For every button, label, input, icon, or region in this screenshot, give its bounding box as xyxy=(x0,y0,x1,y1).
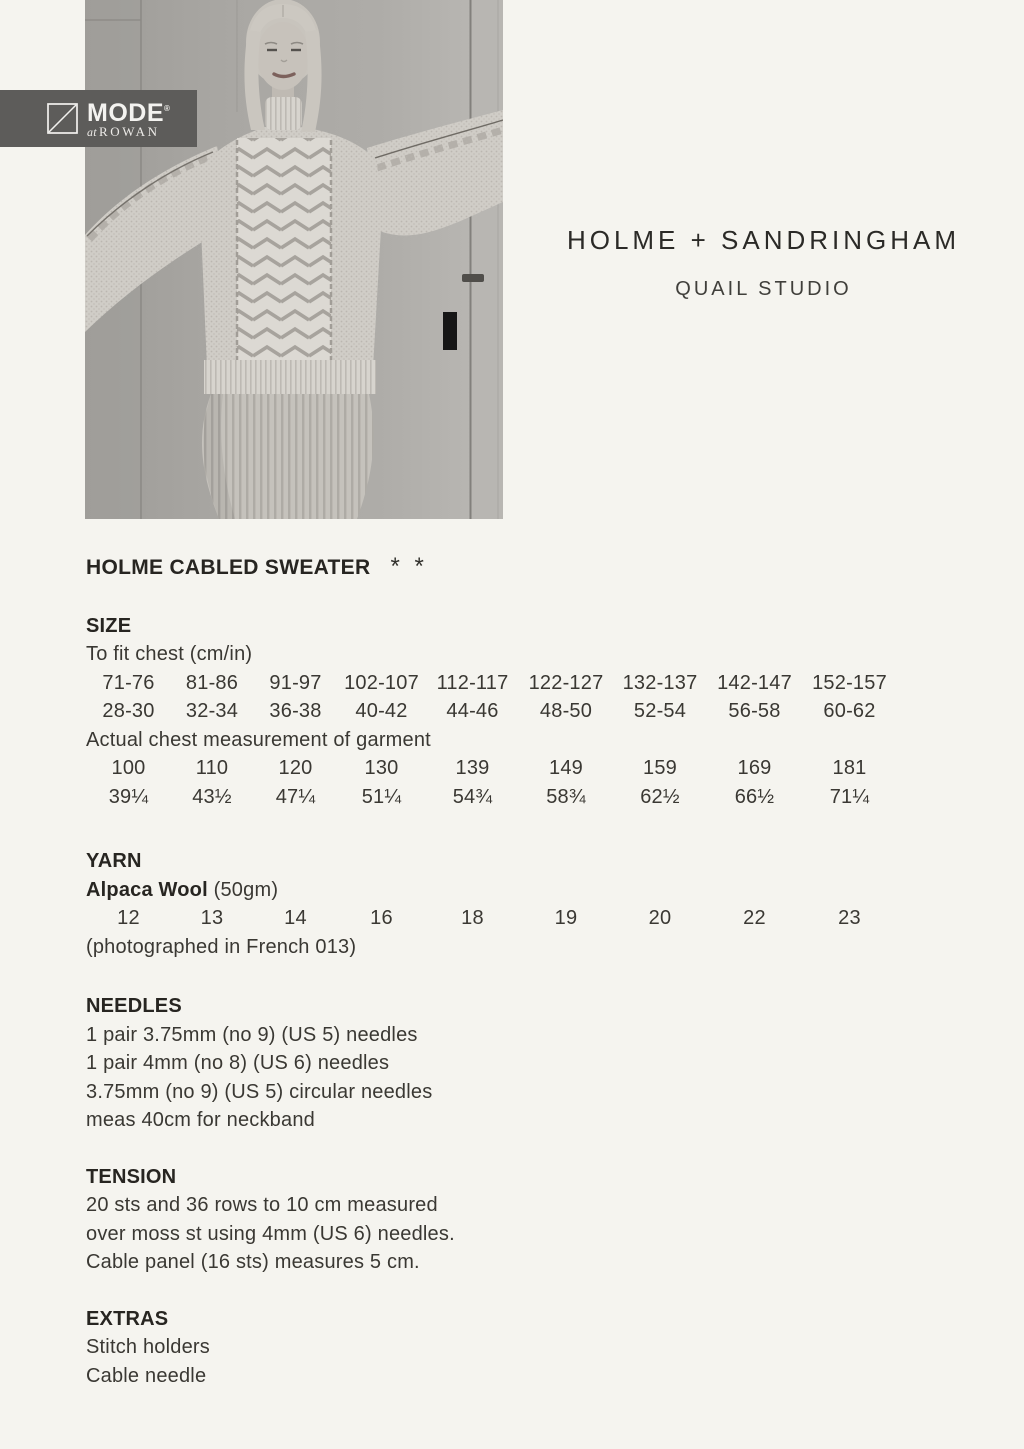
actual-chest-label: Actual chest measurement of garment xyxy=(86,728,431,751)
model-photo-illustration xyxy=(85,0,503,519)
size-value: 122-127 xyxy=(528,671,604,694)
tension-line: Cable panel (16 sts) measures 5 cm. xyxy=(86,1251,420,1273)
yarn-quantity: 12 xyxy=(117,907,140,929)
size-value: 60-62 xyxy=(823,700,876,722)
tension-line: 20 sts and 36 rows to 10 cm measured xyxy=(86,1194,438,1216)
yarn-weight: (50gm) xyxy=(213,878,279,901)
door-lock-plate xyxy=(443,312,457,350)
size-value: 139 xyxy=(455,757,490,779)
yarn-quantity: 20 xyxy=(648,907,672,929)
yarn-quantities-row xyxy=(87,904,926,933)
size-value: 159 xyxy=(643,757,677,779)
yarn-name: Alpaca Wool xyxy=(86,878,208,901)
size-value: 28-30 xyxy=(102,700,155,722)
needles-heading: NEEDLES xyxy=(86,995,182,1017)
actual-in-row xyxy=(87,783,926,812)
tension-line: over moss st using 4mm (US 6) needles. xyxy=(86,1222,455,1245)
mode-logo-square-icon xyxy=(47,103,78,134)
size-value: 81-86 xyxy=(185,671,239,694)
sweater-chevron-panel xyxy=(237,138,331,366)
to-fit-label: To fit chest (cm/in) xyxy=(86,643,253,665)
size-value: 43½ xyxy=(192,785,232,808)
yarn-quantity: 23 xyxy=(838,907,861,929)
collection-title: HOLME + SANDRINGHAM xyxy=(566,225,961,255)
size-value: 62½ xyxy=(640,785,680,808)
size-value: 52-54 xyxy=(633,700,687,722)
size-heading: SIZE xyxy=(86,614,132,637)
size-value: 51¼ xyxy=(361,785,402,808)
extras-section xyxy=(86,1305,926,1391)
size-value: 181 xyxy=(832,757,867,779)
pattern-name: HOLME CABLED SWEATER xyxy=(86,556,371,579)
size-value: 91-97 xyxy=(269,671,322,694)
needles-line: meas 40cm for neckband xyxy=(86,1109,315,1131)
yarn-quantity: 22 xyxy=(743,907,766,929)
size-value: 130 xyxy=(364,757,399,779)
model-photo xyxy=(85,0,503,519)
designer-name: QUAIL STUDIO xyxy=(675,278,852,300)
size-value: 40-42 xyxy=(355,700,408,722)
needles-line: 1 pair 4mm (no 8) (US 6) needles xyxy=(86,1052,390,1074)
size-value: 39¼ xyxy=(108,785,149,808)
size-value: 66½ xyxy=(734,785,775,808)
size-value: 71-76 xyxy=(102,671,155,694)
size-value: 54¾ xyxy=(452,785,493,808)
logo-at-text: at xyxy=(87,125,97,139)
actual-cm-row xyxy=(87,754,926,783)
yarn-quantity: 13 xyxy=(200,907,224,929)
needles-line: 1 pair 3.75mm (no 9) (US 5) needles xyxy=(86,1023,418,1046)
to-fit-cm-row xyxy=(87,669,926,698)
size-value: 142-147 xyxy=(717,671,792,694)
mode-at-rowan-logo xyxy=(0,90,197,147)
pattern-details xyxy=(86,553,926,1390)
logo-text xyxy=(87,98,170,139)
size-value: 100 xyxy=(111,757,146,779)
logo-rowan-text: ROWAN xyxy=(98,124,160,139)
tension-section xyxy=(86,1163,926,1277)
size-value: 71¼ xyxy=(829,785,870,808)
to-fit-in-row xyxy=(87,697,926,726)
size-value: 56-58 xyxy=(728,700,781,722)
size-value: 149 xyxy=(549,757,583,779)
logo-brand-text: MODE xyxy=(87,99,164,127)
size-value: 58¾ xyxy=(546,785,586,808)
size-value: 112-117 xyxy=(436,671,509,694)
logo-brand-line xyxy=(87,98,170,127)
size-value: 102-107 xyxy=(344,671,419,694)
size-value: 44-46 xyxy=(446,700,499,722)
logo-registered-mark: ® xyxy=(164,104,170,113)
needles-section xyxy=(86,992,926,1135)
size-value: 152-157 xyxy=(812,671,887,694)
size-value: 169 xyxy=(737,757,772,779)
yarn-quantity: 16 xyxy=(370,907,393,929)
size-value: 36-38 xyxy=(269,700,322,722)
yarn-photographed-note: (photographed in French 013) xyxy=(86,935,357,958)
extras-heading: EXTRAS xyxy=(86,1307,169,1330)
collection-header xyxy=(503,224,1024,301)
sweater-waistband xyxy=(204,360,376,394)
yarn-section xyxy=(86,847,926,961)
size-section xyxy=(86,612,926,812)
size-value: 110 xyxy=(195,757,229,779)
door-handle xyxy=(462,274,484,282)
yarn-name-line xyxy=(86,876,926,905)
model-face xyxy=(257,22,309,90)
yarn-heading: YARN xyxy=(86,850,142,872)
size-value: 47¼ xyxy=(275,785,316,808)
yarn-quantity: 14 xyxy=(284,907,307,929)
yarn-quantity: 18 xyxy=(461,907,484,929)
logo-sub-line xyxy=(87,125,170,139)
tension-heading: TENSION xyxy=(86,1165,177,1188)
yarn-quantity: 19 xyxy=(554,907,578,929)
sweater-collar xyxy=(265,97,302,130)
size-value: 120 xyxy=(278,757,313,779)
pattern-name-line xyxy=(86,553,926,583)
size-value: 132-137 xyxy=(622,671,698,694)
size-value: 32-34 xyxy=(185,700,239,722)
needles-line: 3.75mm (no 9) (US 5) circular needles xyxy=(86,1080,433,1103)
extras-line: Stitch holders xyxy=(86,1336,210,1358)
extras-line: Cable needle xyxy=(86,1364,207,1387)
difficulty-rating: * * xyxy=(390,553,428,580)
size-value: 48-50 xyxy=(539,700,593,722)
